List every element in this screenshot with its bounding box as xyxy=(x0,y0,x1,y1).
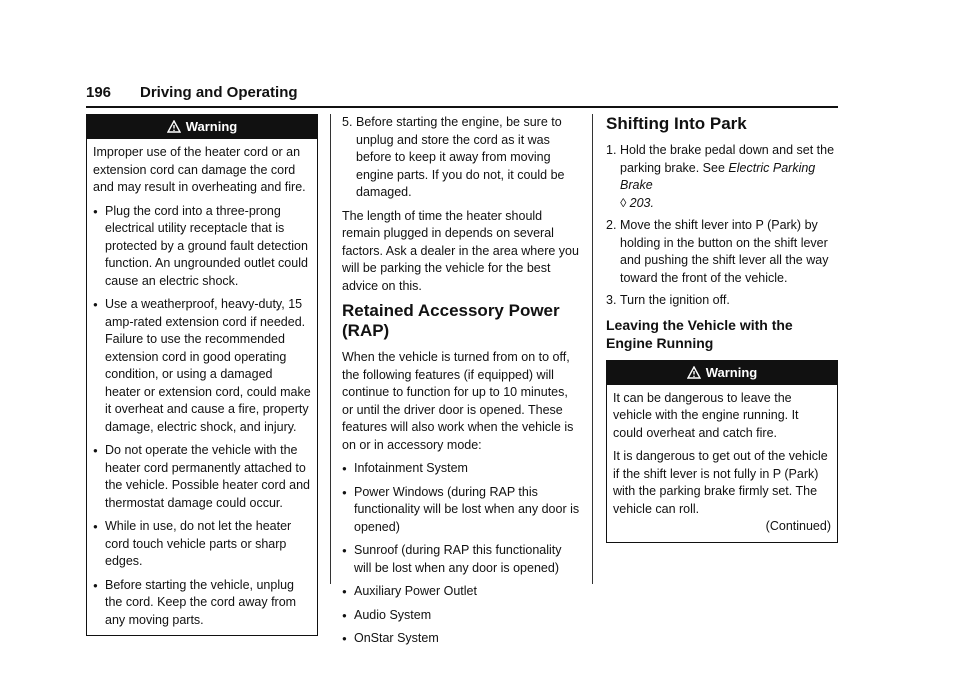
page-header xyxy=(86,84,838,108)
step-number: 3. xyxy=(606,293,617,307)
step-number: 1. xyxy=(606,143,617,157)
step-3 xyxy=(606,292,838,310)
rap-heading: Retained Accessory Power (RAP) xyxy=(342,301,560,340)
step-number: 2. xyxy=(606,218,617,232)
page-number: 196 xyxy=(86,84,112,101)
list-item: ● Plug the cord into a three-prong electrical utility receptacle that is protected by a ground fault detection function. An ungrounded outlet could cause an electric shock. xyxy=(93,203,311,291)
list-item: ● OnStar System xyxy=(342,630,580,648)
warning-paragraph: It is dangerous to get out of the vehicle if the shift lever is not fully in P (Park) with the parking brake firmly set. The vehicle can roll. xyxy=(613,449,828,516)
shifting-into-park-heading: Shifting Into Park xyxy=(606,114,747,133)
page-reference-link[interactable]: ◊ 203. xyxy=(620,195,654,210)
step-5 xyxy=(334,114,580,202)
column-divider xyxy=(592,114,593,584)
list-item: ● Use a weatherproof, heavy-duty, 15 amp-rated extension cord if needed. Failure to use the recommended extension cord in good operating condition, or using a damaged heater or extension cord, could make it overheat and cause a fire, property damage, electric shock, and injury. xyxy=(93,296,311,436)
park-steps-list xyxy=(606,142,838,310)
step-text: Move the shift lever into P (Park) by holding in the button on the shift lever and pushing the shift lever all the way toward the front of the vehicle. xyxy=(620,218,829,285)
warning-label: Warning xyxy=(705,364,758,380)
warning-bullets xyxy=(93,203,311,630)
rap-paragraph: When the vehicle is turned from on to off, the following features (if equipped) will continue to function for up to 10 minutes, or until the driver door is opened. These features will also work when the vehicle is on or in accessory mode: xyxy=(342,350,574,452)
column-divider xyxy=(330,114,331,584)
continued-label: (Continued) xyxy=(765,519,831,533)
step-2 xyxy=(606,217,838,287)
warning-box-engine-running xyxy=(606,360,838,543)
list-item: ● Power Windows (during RAP this functionality will be lost when any door is opened) xyxy=(342,484,580,537)
step-text: Before starting the engine, be sure to unplug and store the cord as it was before to keep it away from moving engine parts. If you do not, it could be damaged. xyxy=(356,115,565,199)
column-1 xyxy=(86,114,318,636)
warning-header xyxy=(87,115,317,139)
rap-feature-list xyxy=(342,460,580,648)
warning-body xyxy=(607,385,837,542)
list-item: ● Auxiliary Power Outlet xyxy=(342,583,580,601)
leaving-vehicle-heading: Leaving the Vehicle with the Engine Running xyxy=(606,316,793,351)
column-2 xyxy=(342,114,580,654)
warning-label: Warning xyxy=(185,119,238,134)
heater-duration-paragraph: The length of time the heater should remain plugged in depends on several factors. Ask a dealer in the area where you will be parking the vehicle for the best advice on this. xyxy=(342,208,579,293)
list-item: ● Infotainment System xyxy=(342,460,580,478)
list-item: ● Before starting the vehicle, unplug the cord. Keep the cord away from any moving parts. xyxy=(93,577,311,630)
warning-paragraph: It can be dangerous to leave the vehicle with the engine running. It could overheat and catch fire. xyxy=(613,390,799,440)
cross-reference-link[interactable]: Electric Parking Brake xyxy=(620,160,816,192)
list-item: ● While in use, do not let the heater cord touch vehicle parts or sharp edges. xyxy=(93,518,311,571)
step-number: 5. xyxy=(342,115,353,129)
warning-header xyxy=(607,361,837,385)
steps-list xyxy=(342,114,580,202)
step-text: Hold the brake pedal down and set the parking brake. See xyxy=(620,143,835,175)
warning-triangle-icon xyxy=(167,120,181,133)
warning-triangle-icon xyxy=(687,366,701,379)
list-item: ● Audio System xyxy=(342,607,580,625)
step-text: Turn the ignition off. xyxy=(620,293,730,307)
section-title: Driving and Operating xyxy=(140,84,298,101)
warning-box-heater xyxy=(86,114,318,636)
step-1 xyxy=(606,142,838,212)
warning-body xyxy=(87,139,317,635)
list-item: ● Sunroof (during RAP this functionality will be lost when any door is opened) xyxy=(342,542,580,577)
warning-intro: Improper use of the heater cord or an extension cord can damage the cord and may result in overheating and fire. xyxy=(93,145,306,194)
list-item: ● Do not operate the vehicle with the heater cord permanently attached to the vehicle. Possible heater cord and thermostat damage could occur. xyxy=(93,442,311,512)
column-3 xyxy=(606,114,838,543)
